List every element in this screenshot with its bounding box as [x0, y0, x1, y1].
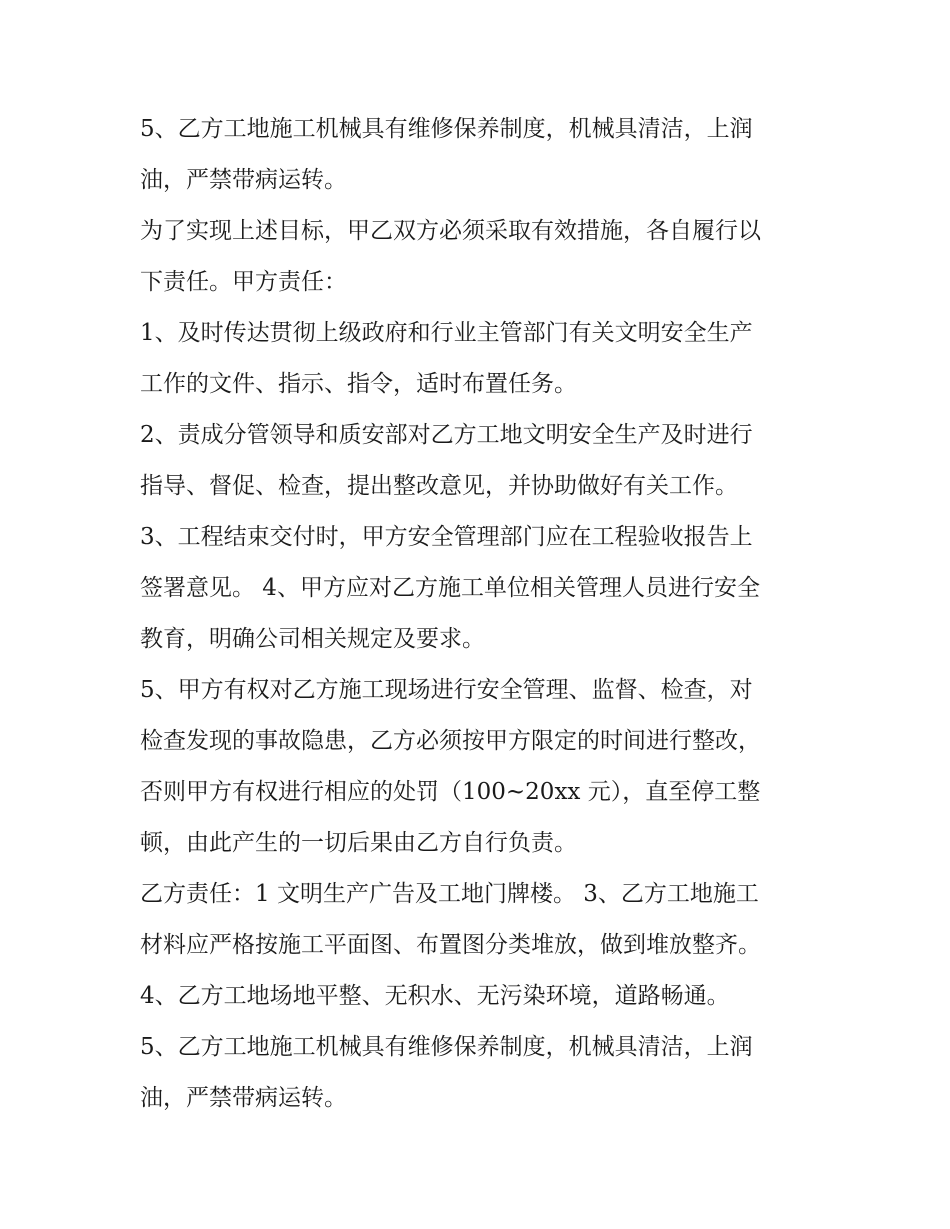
text-line: 下责任。甲方责任：: [140, 269, 347, 295]
text-line: 材料应严格按施工平面图、布置图分类堆放，做到堆放整齐。: [140, 932, 761, 958]
document-body: [140, 104, 820, 1124]
text-line: 1、及时传达贯彻上级政府和行业主管部门有关文明安全生产: [140, 320, 753, 346]
text-line: 5、甲方有权对乙方施工现场进行安全管理、监督、检查，对: [140, 677, 753, 703]
text-line: 否则甲方有权进行相应的处罚（100~20xx 元），直至停工整: [140, 779, 761, 805]
text-line: 油，严禁带病运转。: [140, 1085, 347, 1111]
text-line: 工作的文件、指示、指令，适时布置任务。: [140, 371, 577, 397]
text-line: 顿，由此产生的一切后果由乙方自行负责。: [140, 830, 577, 856]
text-line: 油，严禁带病运转。: [140, 167, 347, 193]
text-line: 指导、督促、检查，提出整改意见，并协助做好有关工作。: [140, 473, 738, 499]
text-line: 为了实现上述目标，甲乙双方必须采取有效措施，各自履行以: [140, 218, 761, 244]
text-line: 4、乙方工地场地平整、无积水、无污染环境，道路畅通。: [140, 983, 730, 1009]
text-line: 5、乙方工地施工机械具有维修保养制度，机械具清洁，上润: [140, 1034, 753, 1060]
text-line: 乙方责任：1 文明生产广告及工地门牌楼。 3、乙方工地施工: [140, 881, 759, 907]
text-line: 检查发现的事故隐患，乙方必须按甲方限定的时间进行整改，: [140, 728, 761, 754]
text-line: 5、乙方工地施工机械具有维修保养制度，机械具清洁，上润: [140, 116, 753, 142]
text-line: 2、责成分管领导和质安部对乙方工地文明安全生产及时进行: [140, 422, 753, 448]
text-line: 3、工程结束交付时，甲方安全管理部门应在工程验收报告上: [140, 524, 753, 550]
text-line: 签署意见。 4、甲方应对乙方施工单位相关管理人员进行安全: [140, 575, 760, 601]
text-line: 教育，明确公司相关规定及要求。: [140, 626, 485, 652]
